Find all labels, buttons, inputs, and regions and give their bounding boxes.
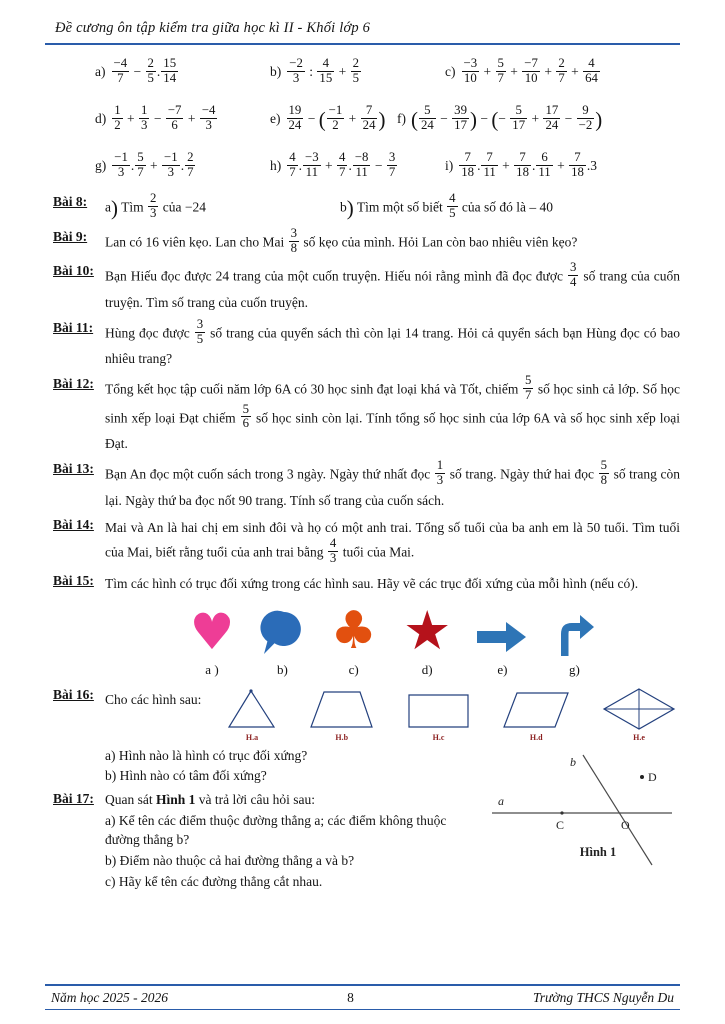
exercise-text: Hùng đọc được $\frac{3}{5}$ số trang của quyển sách thì còn lại 14 trang. Hỏi cả quyển sách bạn Hùng đọc có bao nhiêu trang? xyxy=(105,316,680,367)
calc-row-3 xyxy=(45,147,680,194)
calc-item-b xyxy=(270,56,362,88)
exercise-bai-11 xyxy=(45,316,680,370)
calc-item-label: e) xyxy=(270,111,281,127)
exercise-label: Bài 16: xyxy=(53,687,94,703)
calc-item-expression: $\frac{1}{2}$ + $\frac{1}{3}$ − $\frac{-7}{6}$ + $\frac{-4}{3}$ xyxy=(114,103,216,132)
calc-row-1 xyxy=(45,53,680,100)
figure-hb xyxy=(309,689,375,745)
exercise-text: Tổng kết học tập cuối năm lớp 6A có 30 học sinh đạt loại khá và Tốt, chiếm $\frac{5}{7}$ số học sinh cả lớp. Số học sinh xếp loại Đạt chiếm $\frac{5}{6}$ số học sinh còn lại. Tính tổng số học sinh của lớp 6A và số học sinh xếp loại Đạt. xyxy=(105,372,680,452)
calculation-grid xyxy=(45,53,680,194)
turn-arrow-icon xyxy=(553,614,595,656)
calc-item-expression: $\frac{-3}{10}$ + $\frac{5}{7}$ + $\frac{-7}{10}$ + $\frac{2}{7}$ + $\frac{4}{64}$ xyxy=(463,56,598,85)
point-d-label: D xyxy=(648,770,657,785)
calc-item-expression: $\frac{-4}{7}$ − $\frac{2}{5}$ . $\frac{15}{14}$ xyxy=(113,56,177,85)
line-b-label: b xyxy=(570,755,576,770)
exercise-label: Bài 13: xyxy=(53,460,94,476)
calc-item-expression: $\frac{7}{18}$ . $\frac{7}{11}$ + $\frac{7}{18}$ . $\frac{6}{11}$ + $\frac{7}{18}$ .3 xyxy=(461,150,597,179)
shape-label-c: c) xyxy=(348,662,359,678)
calc-item-h xyxy=(270,150,398,182)
shape-item-c xyxy=(330,600,378,681)
shape-label-e: e) xyxy=(497,662,508,678)
question-b: b) Điểm nào thuộc cả hai đường thẳng a và b? xyxy=(105,853,355,869)
calc-row-2 xyxy=(45,100,680,147)
shape-label-a: a ) xyxy=(205,662,219,678)
calc-item-label: h) xyxy=(270,158,282,174)
footer-school-year: Năm học 2025 - 2026 xyxy=(51,990,168,1005)
point-c-label: C xyxy=(556,818,565,833)
shape-label-d: d) xyxy=(421,662,433,678)
question-a: a) Kể tên các điểm thuộc đường thẳng a; các điểm không thuộc đường thẳng b? xyxy=(105,813,447,848)
calc-item-label: a) xyxy=(95,64,106,80)
exercise-text: Bạn An đọc một cuốn sách trong 3 ngày. Ngày thứ nhất đọc $\frac{1}{3}$ số trang. Ngày thứ hai đọc $\frac{5}{8}$ số trang còn lại. Ngày thứ ba đọc nốt 90 trang. Tính số trang của cuốn sách. xyxy=(105,457,680,508)
exercise-bai-9 xyxy=(45,225,680,258)
point-c-dot xyxy=(560,812,563,815)
rectangle-figure xyxy=(407,689,471,731)
calc-item-label: i) xyxy=(445,158,454,174)
question-b: b) Hình nào có tâm đối xứng? xyxy=(105,768,267,784)
calc-item-label: b) xyxy=(270,64,282,80)
footer-school-name: Trường THCS Nguyễn Du xyxy=(533,990,674,1005)
figure-label: H.b xyxy=(335,733,349,743)
shape-item-b xyxy=(260,610,304,681)
calc-item-e xyxy=(270,103,386,135)
exercise-label: Bài 8: xyxy=(53,194,88,209)
line-a-label: a xyxy=(498,794,504,809)
figures-row xyxy=(223,687,680,745)
exercise-text: Bạn Hiếu đọc được 24 trang của một cuốn truyện. Hiếu nói rằng mình đã đọc được $\frac{3}{4}$ số trang của cuốn truyện. Tìm số trang của cuốn truyện. xyxy=(105,260,681,311)
calc-item-g xyxy=(95,150,196,182)
shape-item-d xyxy=(403,599,452,681)
exercise-part-a: a) Tìm $\frac{2}{3}$ của −24 xyxy=(105,191,206,220)
exercise-label: Bài 15: xyxy=(53,573,94,589)
calc-item-label: c) xyxy=(445,64,456,80)
footer-page-number: 8 xyxy=(347,990,354,1005)
question-c: c) Hãy kể tên các đường thẳng cắt nhau. xyxy=(105,873,323,889)
page-title: Đề cương ôn tập kiểm tra giữa học kì II - Khối lớp 6 xyxy=(55,20,371,36)
speech-blob-icon xyxy=(260,610,304,656)
calc-item-expression: $\frac{-1}{3}$ . $\frac{5}{7}$ + $\frac{-1}{3}$ . $\frac{2}{7}$ xyxy=(114,150,194,179)
shape-item-a xyxy=(189,602,235,681)
header-rule xyxy=(45,43,680,45)
exercise-text: Mai và An là hai chị em sinh đôi và họ có một anh trai. Tổng số tuổi của ba anh em là 50 tuổi. Tìm tuổi của Mai, biết rằng tuổi của anh trai bằng $\frac{4}{3}$ tuổi của Mai. xyxy=(105,520,680,565)
exercise-label: Bài 17: xyxy=(53,791,94,807)
exercise-label: Bài 14: xyxy=(53,517,94,533)
figure-label: H.c xyxy=(432,733,445,743)
calc-item-label: g) xyxy=(95,158,107,174)
trapezoid-figure xyxy=(309,689,375,731)
shape-label-b: b) xyxy=(276,662,288,678)
intro-post: và trả lời câu hỏi sau: xyxy=(195,792,316,808)
exercise-label: Bài 11: xyxy=(53,319,94,335)
parallelogram-figure xyxy=(502,689,570,731)
question-a: a) Hình nào là hình có trục đối xứng? xyxy=(105,747,308,763)
calc-item-f xyxy=(397,103,603,135)
exercise-bai-8 xyxy=(45,191,680,223)
exercise-bai-10 xyxy=(45,260,681,313)
symmetry-shapes-row xyxy=(105,599,680,681)
shape-item-e xyxy=(477,618,527,681)
star-icon: ★ xyxy=(403,599,452,663)
figure-label: H.e xyxy=(633,733,645,743)
exercise-bai-13 xyxy=(45,457,680,511)
calc-item-a xyxy=(95,56,179,88)
exercise-intro: Cho các hình sau: xyxy=(105,692,202,708)
figure-label: H.a xyxy=(245,733,259,743)
calc-item-c xyxy=(445,56,601,88)
exercise-bai-15 xyxy=(45,573,680,681)
calc-item-expression: $\frac{19}{24}$ − ( $\frac{-1}{2}$ + $\frac{7}{24}$ ) xyxy=(288,103,386,132)
exercise-bai-14 xyxy=(45,517,680,567)
figure-label: H.d xyxy=(529,733,543,743)
point-o-label: O xyxy=(621,818,630,833)
calc-item-d xyxy=(95,103,218,135)
figure-caption: Hình 1 xyxy=(579,845,617,860)
intro-bold: Hình 1 xyxy=(156,792,196,808)
intro-pre: Quan sát xyxy=(105,792,156,808)
arrow-right-icon xyxy=(477,618,527,656)
calc-item-expression: ( $\frac{5}{24}$ − $\frac{39}{17}$ ) − (− $\frac{5}{17}$ + $\frac{17}{24}$ − $\frac{9}{-2}$ ) xyxy=(411,103,603,132)
figure-hc xyxy=(407,689,471,745)
exercise-label: Bài 10: xyxy=(53,263,94,279)
footer-rule-bottom xyxy=(45,1009,680,1010)
calc-item-expression: $\frac{4}{7}$ . $\frac{-3}{11}$ + $\frac{4}{7}$ . $\frac{-8}{11}$ − $\frac{3}{7}$ xyxy=(289,150,396,179)
triangle-figure xyxy=(227,687,277,731)
exercise-text: Lan có 16 viên kẹo. Lan cho Mai $\frac{3}{8}$ số kẹo của mình. Hỏi Lan còn bao nhiêu viên kẹo? xyxy=(105,225,578,255)
calc-item-label: d) xyxy=(95,111,107,127)
calc-item-expression: $\frac{-2}{3}$ : $\frac{4}{15}$ + $\frac{2}{5}$ xyxy=(289,56,359,85)
exercise-bai-12 xyxy=(45,372,680,455)
hinh1-figure xyxy=(480,753,680,893)
rhombus-figure xyxy=(602,687,676,731)
club-icon: ♣ xyxy=(330,600,378,661)
exercise-label: Bài 12: xyxy=(53,375,94,391)
calc-item-label: f) xyxy=(397,111,406,127)
calc-item-i xyxy=(445,150,597,182)
heart-icon: ♥ xyxy=(189,602,235,661)
point-d-dot xyxy=(640,775,644,779)
page-footer xyxy=(45,984,680,1010)
figure-ha xyxy=(227,687,277,745)
figure-he xyxy=(602,687,676,745)
exercise-text: Tìm các hình có trục đối xứng trong các hình sau. Hãy vẽ các trục đối xứng của mỗi hình (nếu có). xyxy=(105,576,639,592)
exercise-intro xyxy=(105,791,480,810)
exercise-part-b: b) Tìm một số biết $\frac{4}{5}$ của số đó là – 40 xyxy=(340,191,553,220)
exercise-label: Bài 9: xyxy=(53,228,88,244)
figure-hd xyxy=(502,689,570,745)
shape-label-g: g) xyxy=(569,662,580,678)
shape-item-g xyxy=(553,614,595,681)
